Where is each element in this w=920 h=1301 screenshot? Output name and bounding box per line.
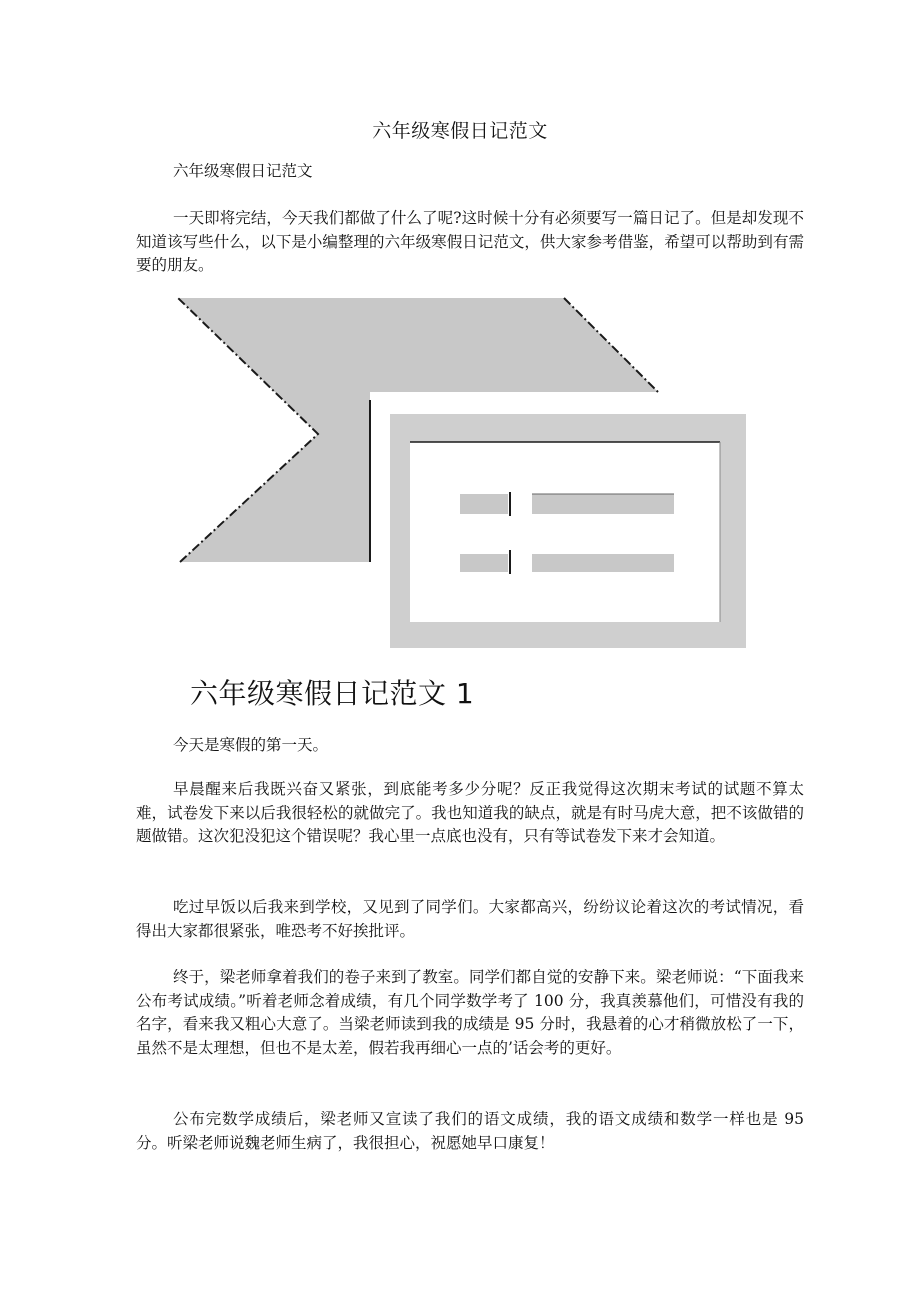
form-field-2 — [532, 554, 674, 572]
section-heading: 六年级寒假日记范文 1 — [190, 677, 475, 710]
paragraph: 公布完数学成绩后，梁老师又宣读了我们的语文成绩，我的语文成绩和数学一样也是 95 分。听梁老师说魏老师生病了，我很担心，祝愿她早口康复！ — [136, 1110, 804, 1152]
document-subtitle: 六年级寒假日记范文 — [173, 162, 313, 180]
paragraph: 今天是寒假的第一天。 — [173, 736, 329, 754]
paragraph: 吃过早饭以后我来到学校，又见到了同学们。大家都高兴，纷纷议论着这次的考试情况，看得出大家都很紧张，唯恐考不好挨批评。 — [136, 898, 804, 940]
paragraph: 早晨醒来后我既兴奋又紧张，到底能考多少分呢？反正我觉得这次期末考试的试题不算太难，试卷发下来以后我很轻松的就做完了。我也知道我的缺点，就是有时马虎大意，把不该做错的题做错。这次犯没犯这个错误呢？我心里一点底也没有，只有等试卷发下来才会知道。 — [136, 780, 804, 845]
paragraph: 终于，梁老师拿着我们的卷子来到了教室。同学们都自觉的安静下来。梁老师说：“下面我来公布考试成绩。”听着老师念着成绩，有几个同学数学考了 100 分，我真羡慕他们，可惜没有我的名字，看来我又粗心大意了。当梁老师读到我的成绩是 95 分时，我悬着的心才稍微放松了一下，虽然不是太理想，但也不是太差，假若我再细心一点的’话会考的更好。 — [136, 968, 804, 1057]
intro-paragraph: 一天即将完结，今天我们都做了什么了呢?这时候十分有必须要写一篇日记了。但是却发现不知道该写些什么，以下是小编整理的六年级寒假日记范文，供大家参考借鉴，希望可以帮助到有需要的朋友。 — [136, 209, 804, 274]
form-label-1 — [460, 494, 508, 514]
document-title: 六年级寒假日记范文 — [372, 120, 548, 142]
form-field-1 — [532, 494, 674, 514]
document-form-icon — [170, 292, 750, 652]
form-label-2 — [460, 554, 508, 572]
card-paper — [410, 442, 720, 622]
